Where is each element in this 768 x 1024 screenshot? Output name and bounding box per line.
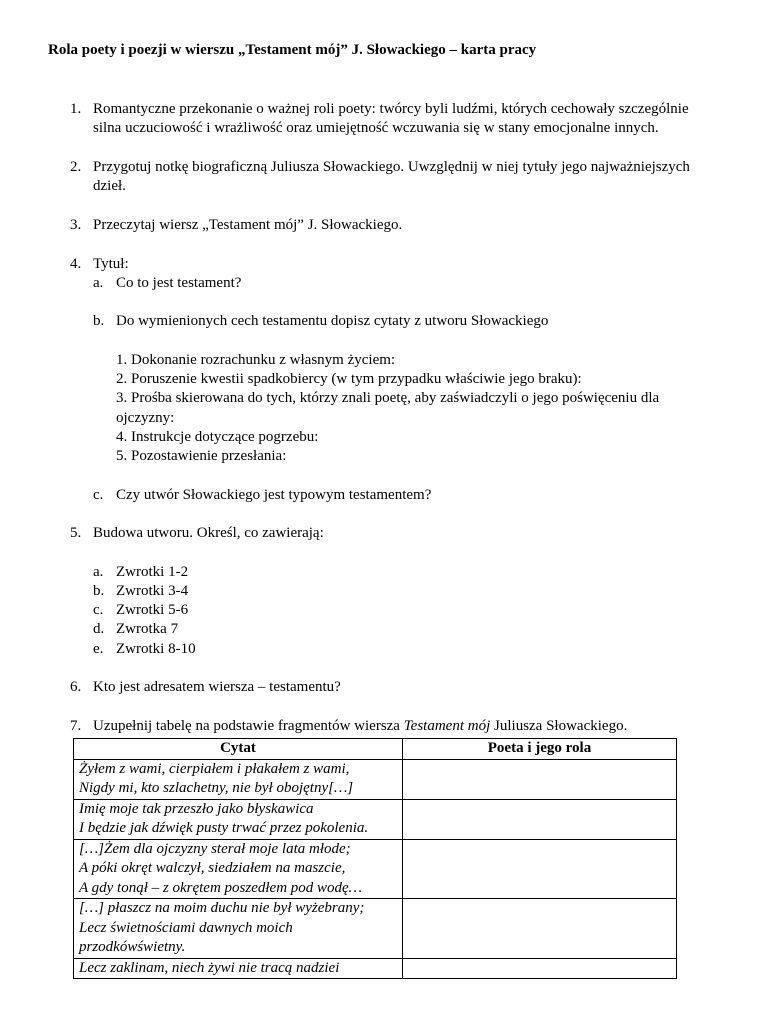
quote-line: Żyłem z wami, cierpiałem i płakałem z wami, [79, 760, 350, 777]
sub-item-marker: c. [93, 487, 104, 503]
quote-cell [74, 759, 403, 799]
question-number: 7. [70, 718, 82, 734]
feature-line: 2. Poruszenie kwestii spadkobiercy (w tym przypadku właściwie jego braku): [116, 371, 582, 387]
question-2-line-2: dzieł. [93, 178, 126, 194]
column-header-cytat: Cytat [74, 739, 403, 760]
table-row [74, 799, 677, 839]
feature-line: 1. Dokonanie rozrachunku z własnym życiem: [116, 352, 396, 368]
sub-item-marker: d. [93, 621, 105, 637]
table-row [74, 958, 677, 979]
question-1-line-2: silna uczuciowość i wrażliwość oraz umiejętność wczuwania się w stany emocjonalne innych. [93, 120, 659, 136]
quote-line: Lecz świetnościami dawnych moich [79, 919, 293, 936]
answer-cell[interactable] [403, 899, 677, 959]
question-4-text: Tytuł: [93, 256, 129, 272]
question-7-text-post: Juliusza Słowackiego. [490, 718, 628, 734]
question-1-line-1: Romantyczne przekonanie o ważnej roli poety: twórcy byli ludźmi, których cechowały szczególnie [93, 101, 689, 117]
sub-item-marker: b. [93, 313, 105, 329]
question-3-text: Przeczytaj wiersz „Testament mój” J. Słowackiego. [93, 217, 403, 233]
column-header-poeta: Poeta i jego rola [403, 739, 677, 760]
stanza-item: Zwrotki 8-10 [116, 641, 196, 657]
feature-line: 3. Prośba skierowana do tych, którzy znali poetę, aby zaświadczyli o jego poświęceniu dla [116, 390, 660, 406]
quote-cell [74, 839, 403, 899]
question-number: 2. [70, 159, 82, 175]
sub-item-marker: a. [93, 275, 104, 291]
sub-item-marker: e. [93, 641, 104, 657]
answer-cell[interactable] [403, 958, 677, 979]
quote-line: […] płaszcz na moim duchu nie był wyżebrany; [79, 900, 365, 916]
sub-item-marker: c. [93, 602, 104, 618]
quote-cell [74, 799, 403, 839]
poem-title: Testament mój [403, 718, 491, 734]
stanza-item: Zwrotki 3-4 [116, 583, 189, 599]
question-number: 3. [70, 217, 82, 233]
question-number: 6. [70, 679, 82, 695]
quote-table [73, 738, 677, 979]
quote-line: I będzie jak dźwięk pusty trwać przez pokolenia. [79, 820, 369, 836]
stanza-item: Zwrotki 1-2 [116, 564, 189, 580]
question-5-text: Budowa utworu. Określ, co zawierają: [93, 525, 324, 541]
quote-line: Imię moje tak przeszło jako błyskawica [79, 800, 314, 817]
quote-cell [74, 958, 403, 979]
page-title: Rola poety i poezji w wierszu „Testament mój” J. Słowackiego – karta pracy [48, 42, 537, 58]
quote-line: Nigdy mi, kto szlachetny, nie był obojętny[…] [79, 780, 354, 796]
question-7-text [93, 717, 627, 737]
table-header-row [74, 739, 677, 760]
question-number: 1. [70, 101, 82, 117]
stanza-item: Zwrotka 7 [116, 621, 179, 637]
question-number: 4. [70, 256, 82, 272]
question-4c-text: Czy utwór Słowackiego jest typowym testamentem? [116, 487, 432, 503]
table-row [74, 759, 677, 799]
sub-item-marker: b. [93, 583, 105, 599]
quote-line: przodkówświetny. [79, 939, 186, 955]
question-number: 5. [70, 525, 82, 541]
table-row [74, 899, 677, 959]
question-7-text-pre: Uzupełnij tabelę na podstawie fragmentów wiersza [93, 718, 404, 734]
table-row [74, 839, 677, 899]
quote-line: Lecz zaklinam, niech żywi nie tracą nadziei [79, 959, 340, 976]
quote-line: […]Żem dla ojczyzny sterał moje lata młode; [79, 840, 351, 857]
sub-item-marker: a. [93, 564, 104, 580]
quote-line: A póki okręt walczył, siedziałem na maszcie, [79, 860, 346, 876]
question-2-line-1: Przygotuj notkę biograficzną Juliusza Słowackiego. Uwzględnij w niej tytuły jego najważniejszych [93, 159, 690, 175]
quote-line: A gdy tonął – z okrętem poszedłem pod wodę… [79, 879, 363, 896]
question-4b-text: Do wymienionych cech testamentu dopisz cytaty z utworu Słowackiego [116, 313, 549, 329]
stanza-item: Zwrotki 5-6 [116, 602, 189, 618]
answer-cell[interactable] [403, 759, 677, 799]
question-4a-text: Co to jest testament? [116, 275, 242, 291]
feature-line: 4. Instrukcje dotyczące pogrzebu: [116, 429, 319, 445]
feature-line: 5. Pozostawienie przesłania: [116, 448, 287, 464]
answer-cell[interactable] [403, 799, 677, 839]
answer-cell[interactable] [403, 839, 677, 899]
question-6-text: Kto jest adresatem wiersza – testamentu? [93, 679, 341, 695]
feature-line: ojczyzny: [116, 410, 175, 426]
quote-cell [74, 899, 403, 959]
